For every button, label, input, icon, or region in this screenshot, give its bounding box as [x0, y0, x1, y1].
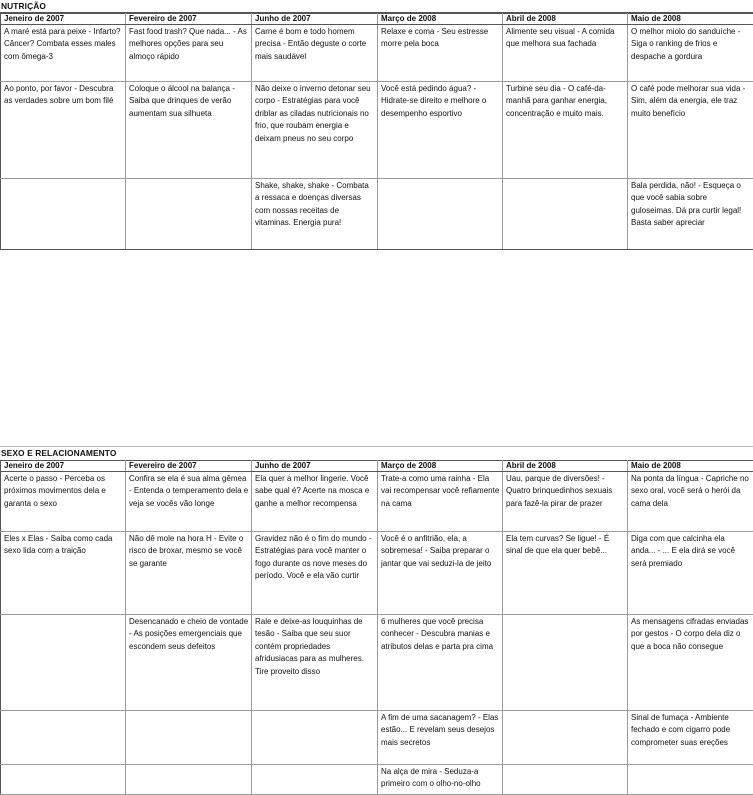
table-cell: Ela tem curvas? Se ligue! - É sinal de que ela quer bebê...	[503, 532, 628, 615]
table-row	[1, 25, 753, 82]
table-cell	[503, 179, 628, 250]
table-row	[1, 615, 753, 711]
table-cell: 6 mulheres que você precisa conhecer - Descubra manias e atributos delas e parta pra cima	[378, 615, 503, 711]
column-header: Abril de 2008	[503, 461, 628, 472]
table-cell: Alimente seu visual - A comida que melhora sua fachada	[503, 25, 628, 82]
table-cell	[503, 615, 628, 711]
table-cell: Shake, shake, shake - Combata a ressaca e doenças diversas com nossas receitas de vitaminas. Energia pura!	[252, 179, 378, 250]
table-cell: Relaxe e coma - Seu estresse morre pela boca	[378, 25, 503, 82]
column-header: Junho de 2007	[252, 461, 378, 472]
table-cell: Fast food trash? Que nada... - As melhores opções para seu almoço rápido	[126, 25, 252, 82]
column-header: Maio de 2008	[628, 461, 753, 472]
section-title-relationship: SEXO E RELACIONAMENTO	[1, 448, 117, 458]
table-row	[1, 179, 753, 250]
column-header: Março de 2008	[378, 14, 503, 25]
column-header: Fevereiro de 2007	[126, 14, 252, 25]
table-header-row	[1, 14, 753, 25]
table-row	[1, 82, 753, 179]
table-cell: Não deixe o inverno detonar seu corpo - Estratégias para você driblar as ciladas nutricionais no frio, que roubam energia e deixam pneus no seu corpo	[252, 82, 378, 179]
table-cell: Na ponta da língua - Capriche no sexo oral, você será o herói da cama dela	[628, 472, 753, 532]
table-cell: Eles x Elas - Saiba como cada sexo lida com a traição	[1, 532, 126, 615]
table-cell	[1, 765, 126, 795]
table-cell	[1, 711, 126, 765]
table-cell: Sinal de fumaça - Ambiente fechado e com cigarro pode comprometer suas ereções	[628, 711, 753, 765]
column-header: Jeneiro de 2007	[1, 461, 126, 472]
section-title-nutrition: NUTRIÇÃO	[1, 1, 46, 11]
table-cell: Turbine seu dia - O café-da-manhã para ganhar energia, concentração e muito mais.	[503, 82, 628, 179]
table-cell	[628, 765, 753, 795]
relationship-table	[0, 460, 753, 795]
table-cell: Não dê mole na hora H - Evite o risco de broxar, mesmo se você se garante	[126, 532, 252, 615]
table-cell: Você está pedindo água? - Hidrate-se direito e melhore o desempenho esportivo	[378, 82, 503, 179]
table-cell	[1, 615, 126, 711]
table-header-row	[1, 461, 753, 472]
table-cell: O café pode melhorar sua vida - Sim, além da energia, ele traz muito benefício	[628, 82, 753, 179]
section-divider	[0, 446, 753, 447]
table-row	[1, 532, 753, 615]
table-cell	[1, 179, 126, 250]
table-cell: Confira se ela é sua alma gêmea - Entenda o temperamento dela e veja se vocês vão longe	[126, 472, 252, 532]
table-cell	[126, 765, 252, 795]
column-header: Junho de 2007	[252, 14, 378, 25]
table-row	[1, 711, 753, 765]
table-cell	[252, 765, 378, 795]
column-header: Abril de 2008	[503, 14, 628, 25]
table-cell: Carne é bom e todo homem precisa - Então deguste o corte mais saudável	[252, 25, 378, 82]
table-cell	[126, 179, 252, 250]
table-row	[1, 765, 753, 795]
table-cell: Desencanado e cheio de vontade - As posições emergenciais que escondem seus defeitos	[126, 615, 252, 711]
table-cell	[126, 711, 252, 765]
table-cell: Bala perdida, não! - Esqueça o que você sabia sobre guloseimas. Dá pra curtir legal! Basta saber apreciar	[628, 179, 753, 250]
table-cell: Na alça de mira - Seduza-a primeiro com o olho-no-olho	[378, 765, 503, 795]
table-cell: A fim de uma sacanagem? - Elas estão... E revelam seus desejos mais secretos	[378, 711, 503, 765]
table-cell	[503, 765, 628, 795]
table-cell: As mensagens cifradas enviadas por gestos - O corpo dela diz o que a boca não consegue	[628, 615, 753, 711]
table-cell	[378, 179, 503, 250]
table-cell: Acerte o passo - Perceba os próximos movimentos dela e garanta o sexo	[1, 472, 126, 532]
table-cell: Você é o anfitrião, ela, a sobremesa! - Saiba preparar o jantar que vai seduzi-la de jeito	[378, 532, 503, 615]
table-row	[1, 472, 753, 532]
table-cell: Ao ponto, por favor - Descubra as verdades sobre um bom filé	[1, 82, 126, 179]
table-cell: Ela quer a melhor lingerie. Você sabe qual é? Acerte na mosca e ganhe a melhor recompensa	[252, 472, 378, 532]
table-cell: Trate-a como uma rainha - Ela vai recompensar você refiamente na cama	[378, 472, 503, 532]
nutrition-table	[0, 13, 753, 250]
table-cell: O melhor miolo do sanduíche - Siga o ranking de frios e despache a gordura	[628, 25, 753, 82]
column-header: Março de 2008	[378, 461, 503, 472]
table-cell	[503, 711, 628, 765]
table-cell: Gravidez não é o fim do mundo - Estratégias para você manter o fogo durante os nove meses do período. Você e ela vão curtir	[252, 532, 378, 615]
table-cell: A maré está para peixe - Infarto? Câncer? Combata esses males com ômega-3	[1, 25, 126, 82]
column-header: Jeneiro de 2007	[1, 14, 126, 25]
table-cell: Diga com que calcinha ela anda... - ... E ela dirá se você será premiado	[628, 532, 753, 615]
column-header: Maio de 2008	[628, 14, 753, 25]
table-cell: Coloque o álcool na balança - Saiba que drinques de verão aumentam sua silhueta	[126, 82, 252, 179]
table-cell: Uau, parque de diversões! - Quatro brinquedinhos sexuais para fazê-la pirar de prazer	[503, 472, 628, 532]
column-header: Fevereiro de 2007	[126, 461, 252, 472]
table-cell	[252, 711, 378, 765]
table-cell: Rale e deixe-as louquinhas de tesão - Saiba que seu suor contém propriedades afridusiacas para as mulheres. Tire proveito disso	[252, 615, 378, 711]
